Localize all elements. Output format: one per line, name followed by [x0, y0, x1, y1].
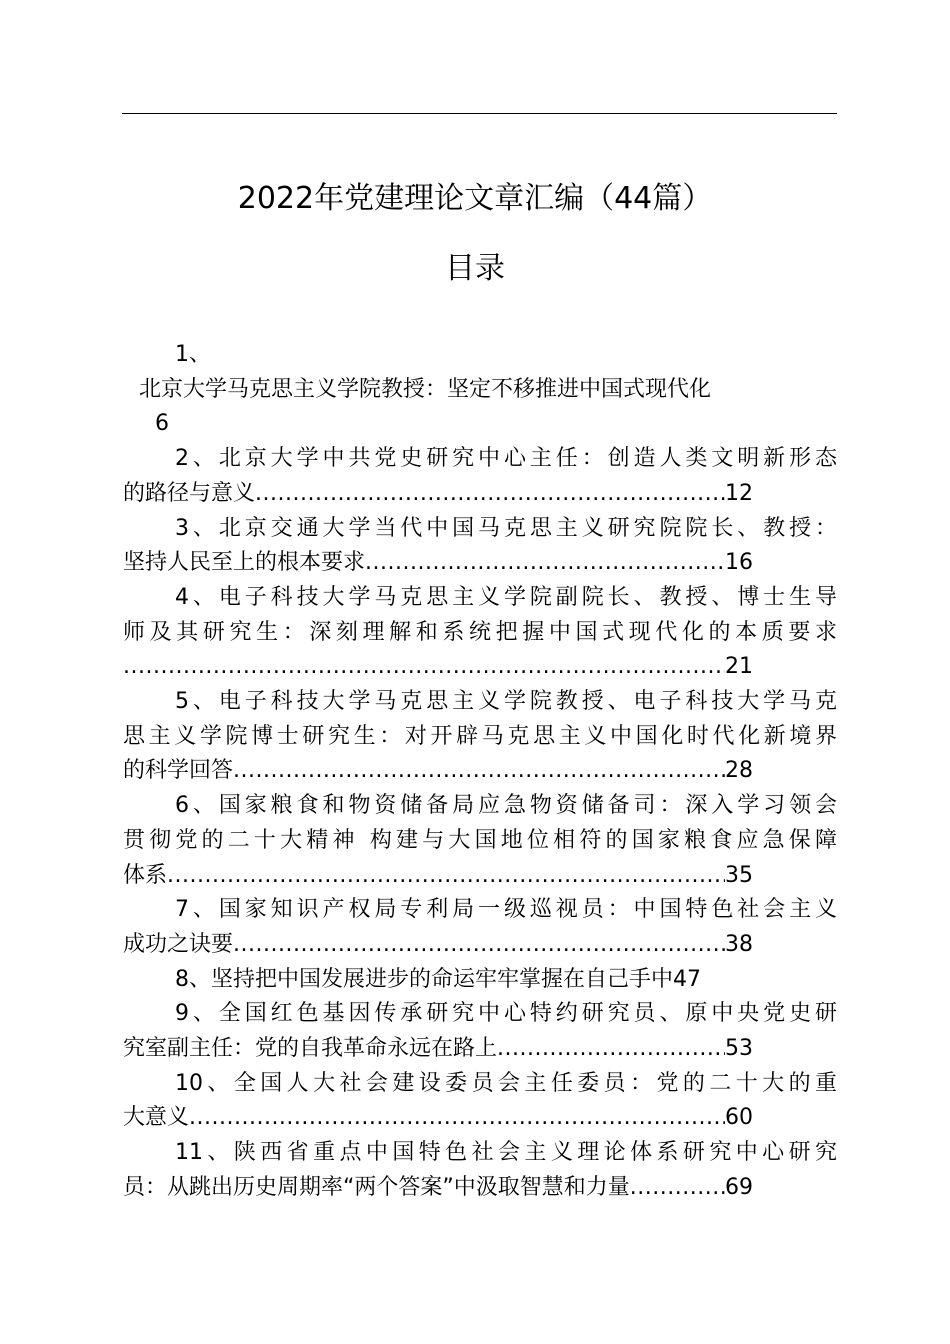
toc-entry-title: 北京交通大学当代中国马克思主义研究院院长、教授： — [218, 515, 837, 541]
toc-entry-title: 北京大学中共党史研究中心主任：创造人类文明新形态 — [218, 446, 837, 472]
toc-entry-number: 9、 — [175, 1001, 219, 1027]
toc-entry-8[interactable] — [123, 963, 837, 998]
toc-entry-9[interactable] — [123, 997, 837, 1066]
leader-dots — [255, 477, 725, 512]
toc-heading: 目录 — [445, 251, 505, 286]
toc-entry-page: 69 — [725, 1174, 753, 1200]
toc-entry-number: 1、 — [175, 342, 211, 367]
toc-entry-title: 电子科技大学马克思主义学院副院长、教授、博士生导 — [218, 584, 837, 610]
toc-entry-number: 7、 — [175, 897, 219, 923]
toc-entry-title-cont: 大意义 — [123, 1105, 190, 1131]
leader-dots — [233, 928, 725, 963]
toc-entry-title-cont: 员：从跳出历史周期率“两个答案”中汲取智慧和力量 — [123, 1174, 630, 1200]
toc-entry-page: 16 — [725, 550, 753, 576]
toc-entry-page: 38 — [725, 931, 753, 957]
header-rule — [122, 113, 837, 114]
toc-entry-title: 北京大学马克思主义学院教授：坚定不移推进中国式现代化 — [139, 376, 712, 402]
toc-entry-title-cont: 思主义学院博士研究生：对开辟马克思主义中国化时代化新境界 — [123, 723, 837, 749]
toc-entry-title-cont: 师及其研究生：深刻理解和系统把握中国式现代化的本质要求 — [123, 619, 837, 645]
toc-entry-title-cont: 坚持人民至上的根本要求 — [123, 550, 366, 576]
toc-entry-3[interactable] — [123, 512, 837, 581]
leader-dots — [167, 859, 725, 894]
toc-entry-title-cont: 体系 — [123, 862, 168, 888]
toc-entry-page: 28 — [725, 758, 753, 784]
toc-entry-number: 11、 — [175, 1140, 234, 1166]
toc-entry-number: 10、 — [175, 1070, 234, 1096]
toc-entry-number: 2、 — [175, 446, 219, 472]
leader-dots — [630, 1171, 725, 1206]
leader-dots — [189, 1101, 725, 1136]
toc-entry-page: 53 — [725, 1036, 753, 1062]
leader-dots — [365, 546, 725, 581]
toc-entry-title: 陕西省重点中国特色社会主义理论体系研究中心研究 — [233, 1140, 837, 1166]
toc-entry-page: 60 — [725, 1105, 753, 1131]
toc-entry-title-cont: 究室副主任：党的自我革命永远在路上 — [123, 1036, 498, 1062]
toc-entry-page: 35 — [725, 862, 753, 888]
toc-entry-page: 47 — [673, 966, 702, 992]
toc-entry-title: 坚持把中国发展进步的命运牢牢掌握在自己手中 — [211, 966, 674, 992]
toc-entry-title: 全国人大社会建设委员会主任委员：党的二十大的重 — [233, 1070, 837, 1096]
leader-dots — [123, 650, 725, 685]
toc-entry-title-cont: 成功之诀要 — [123, 931, 234, 957]
toc-entry-page: 6 — [155, 411, 169, 437]
leader-dots — [497, 1032, 725, 1067]
toc-entry-6[interactable] — [123, 789, 837, 893]
document-title: 2022年党建理论文章汇编（44篇） — [237, 181, 713, 216]
table-of-contents — [123, 338, 837, 1206]
toc-entry-number: 5、 — [175, 689, 219, 715]
toc-entry-page: 21 — [725, 654, 753, 680]
leader-dots — [233, 754, 725, 789]
toc-entry-10[interactable] — [123, 1067, 837, 1136]
toc-entry-page: 12 — [725, 480, 753, 506]
toc-entry-7[interactable] — [123, 893, 837, 962]
toc-entry-title: 国家粮食和物资储备局应急物资储备司：深入学习领会 — [218, 793, 837, 819]
toc-entry-number: 6、 — [175, 793, 219, 819]
toc-entry-title-cont: 的科学回答 — [123, 758, 234, 784]
toc-entry-title: 国家知识产权局专利局一级巡视员：中国特色社会主义 — [218, 897, 837, 923]
toc-entry-4[interactable] — [123, 581, 837, 685]
toc-entry-number: 4、 — [175, 584, 219, 610]
toc-entry-1[interactable] — [123, 338, 837, 442]
toc-entry-number: 8、 — [175, 966, 211, 992]
toc-entry-title-cont: 的路径与意义 — [123, 480, 256, 506]
toc-entry-2[interactable] — [123, 442, 837, 511]
toc-entry-title: 电子科技大学马克思主义学院教授、电子科技大学马克 — [218, 689, 837, 715]
toc-entry-title-cont: 贯彻党的二十大精神 构建与大国地位相符的国家粮食应急保障 — [123, 827, 837, 853]
toc-entry-11[interactable] — [123, 1136, 837, 1205]
toc-entry-title: 全国红色基因传承研究中心特约研究员、原中央党史研 — [218, 1001, 837, 1027]
toc-entry-5[interactable] — [123, 685, 837, 789]
toc-entry-number: 3、 — [175, 515, 219, 541]
